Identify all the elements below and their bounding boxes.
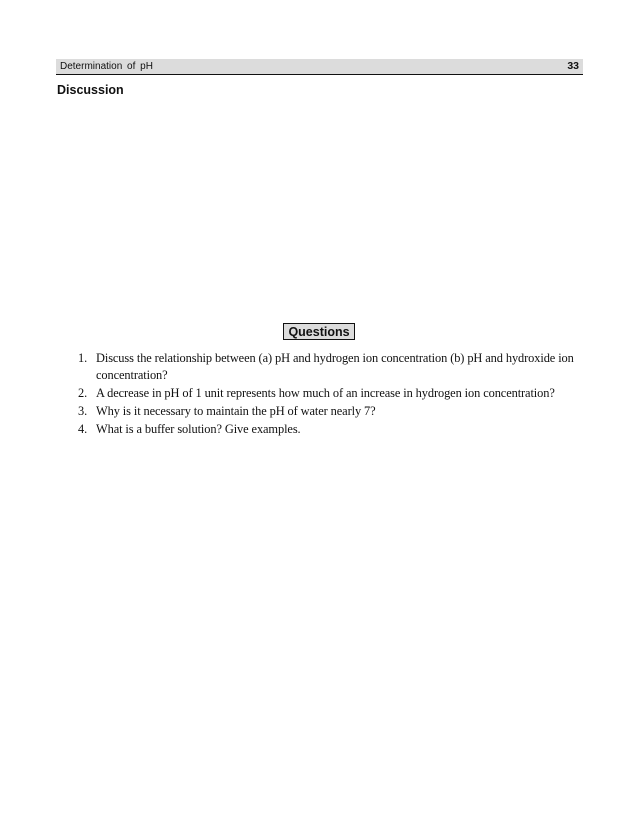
question-text: A decrease in pH of 1 unit represents how much of an increase in hydrogen ion concentration? bbox=[96, 386, 555, 400]
question-number: 4. bbox=[78, 422, 88, 436]
question-item bbox=[57, 385, 587, 402]
running-header bbox=[56, 59, 583, 75]
discussion-heading: Discussion bbox=[57, 83, 124, 97]
page-number: 33 bbox=[567, 60, 579, 72]
questions-heading: Questions bbox=[283, 323, 355, 340]
question-text: Why is it necessary to maintain the pH of water nearly 7? bbox=[96, 404, 376, 418]
question-number: 3. bbox=[78, 404, 88, 418]
questions-list bbox=[57, 350, 587, 439]
question-text: What is a buffer solution? Give examples. bbox=[96, 422, 301, 436]
question-text: Discuss the relationship between (a) pH and hydrogen ion concentration (b) pH and hydroxide ion concentration? bbox=[96, 351, 574, 382]
question-item bbox=[57, 350, 587, 384]
question-item bbox=[57, 421, 587, 438]
question-number: 1. bbox=[78, 351, 88, 365]
question-item bbox=[57, 403, 587, 420]
running-header-title: Determination of pH bbox=[60, 61, 153, 72]
question-number: 2. bbox=[78, 386, 88, 400]
